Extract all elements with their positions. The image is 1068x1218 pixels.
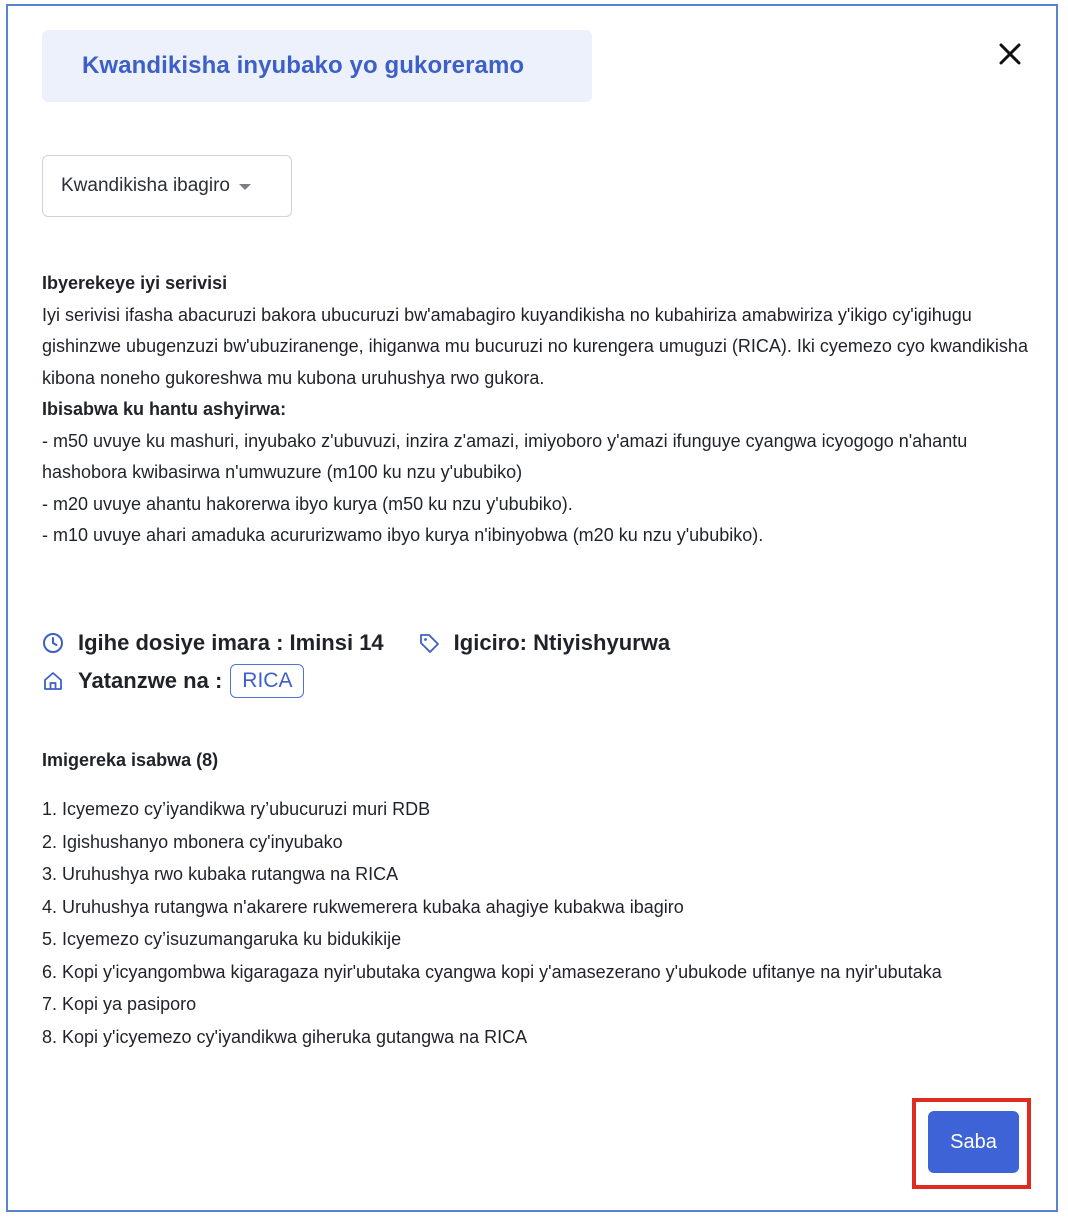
provider-label: Yatanzwe na : — [78, 668, 223, 693]
list-item: 7. Kopi ya pasiporo — [42, 994, 197, 1014]
service-modal — [6, 4, 1058, 1212]
requirements-heading: Ibisabwa ku hantu ashyirwa: — [42, 399, 287, 419]
documents-list — [42, 793, 1032, 1053]
apply-button[interactable]: Saba — [928, 1111, 1019, 1173]
meta-row-time-price — [42, 624, 1032, 662]
service-type-dropdown[interactable] — [42, 155, 292, 217]
list-item: 3. Uruhushya rwo kubaka rutangwa na RICA — [42, 864, 399, 884]
clock-icon — [42, 632, 64, 654]
chevron-down-icon — [239, 184, 251, 190]
processing-time: Igihe dosiye imara : Iminsi 14 — [78, 630, 384, 655]
about-text: Iyi serivisi ifasha abacuruzi bakora ubucuruzi bw'amabagiro kuyandikisha no kubahiriza amabwiriza y'ikigo cy'igihugu gishinzwe ubugenzuzi bw'ubuziranenge, ihiganwa mu bucuruzi no kurengera umuguzi (RICA). Iki cyemezo cyo kwandikisha kibona noneho gukoreshwa mu kubona uruhushya rwo gukora. — [42, 304, 1028, 388]
home-icon — [42, 670, 64, 692]
list-item: 1. Icyemezo cy’iyandikwa ry’ubucuruzi muri RDB — [42, 799, 431, 819]
modal-title-box — [42, 30, 592, 102]
list-item: 5. Icyemezo cy’isuzumangaruka ku bidukikije — [42, 929, 402, 949]
tag-icon — [418, 632, 440, 654]
list-item: 8. Kopi y'icyemezo cy'iyandikwa giheruka gutangwa na RICA — [42, 1026, 528, 1047]
requirement-item: - m50 uvuye ku mashuri, inyubako z'ubuvuzi, inzira z'amazi, imiyoboro y'amazi ifunguye cyangwa icyogogo n'ahantu hashobora kwibasirwa n'umwuzure (m100 ku nzu y'ububiko) — [42, 430, 968, 482]
close-button[interactable] — [990, 34, 1030, 74]
close-icon — [999, 43, 1021, 65]
service-meta — [42, 624, 1032, 700]
service-description — [42, 268, 1032, 552]
dropdown-label: Kwandikisha ibagiro — [61, 175, 230, 196]
provider-tag[interactable]: RICA — [230, 664, 304, 698]
modal-title: Kwandikisha inyubako yo gukoreramo — [82, 52, 525, 79]
meta-row-provider — [42, 662, 1032, 700]
documents-title: Imigereka isabwa (8) — [42, 750, 219, 770]
about-heading: Ibyerekeye iyi serivisi — [42, 273, 228, 293]
requirement-item: - m20 uvuye ahantu hakorerwa ibyo kurya (m50 ku nzu y'ububiko). — [42, 493, 573, 514]
price: Igiciro: Ntiyishyurwa — [453, 630, 671, 655]
list-item: 4. Uruhushya rutangwa n'akarere rukwemerera kubaka ahagiye kubakwa ibagiro — [42, 896, 684, 917]
list-item: 2. Igishushanyo mbonera cy'inyubako — [42, 831, 343, 852]
requirement-item: - m10 uvuye ahari amaduka acururizwamo ibyo kurya n'ibinyobwa (m20 ku nzu y'ububiko). — [42, 525, 764, 545]
list-item: 6. Kopi y'icyangombwa kigaragaza nyir'ubutaka cyangwa kopi y'amasezerano y'ubukode ufitanye na nyir'ubutaka — [42, 961, 942, 982]
